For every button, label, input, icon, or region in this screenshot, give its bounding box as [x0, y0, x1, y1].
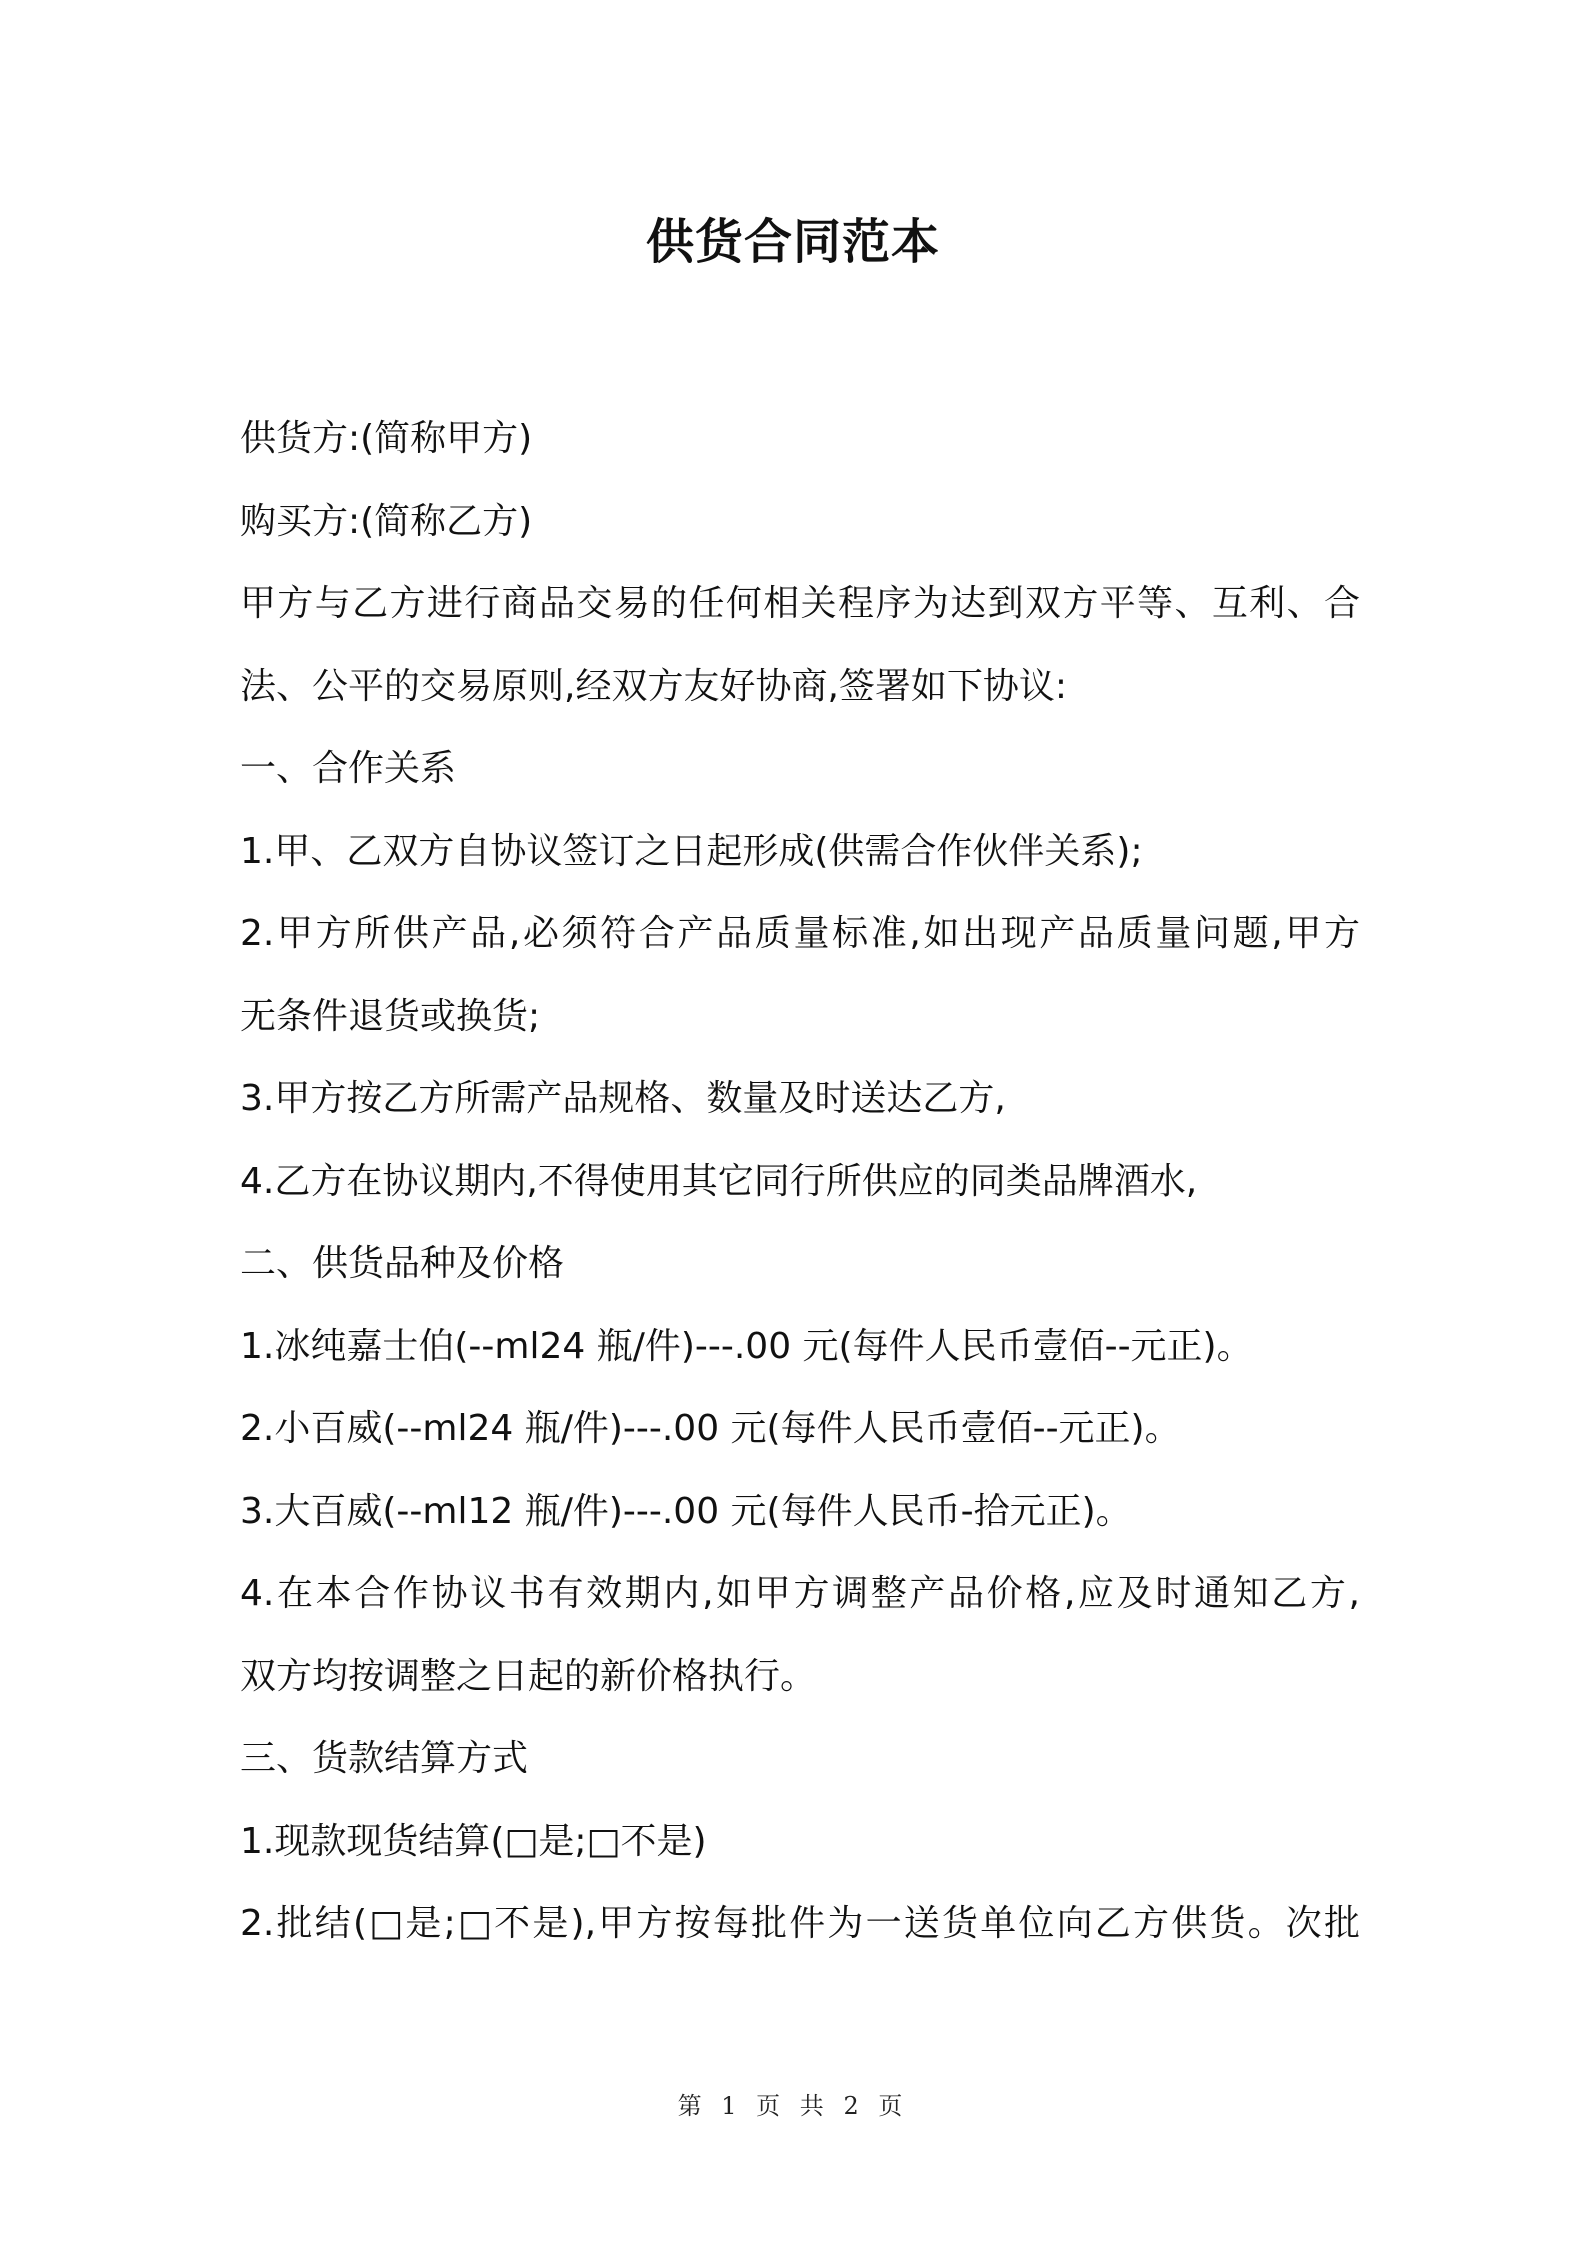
text-line: 一、合作关系: [240, 748, 457, 789]
text-line: 2.甲方所供产品,必须符合产品质量标准,如出现产品质量问题,甲方: [240, 913, 1360, 954]
text-line: 2.小百威(--ml24 瓶/件)---.00 元(每件人民币壹佰--元正)。: [240, 1408, 1181, 1449]
text-line: 4.在本合作协议书有效期内,如甲方调整产品价格,应及时通知乙方,: [240, 1573, 1360, 1614]
text-line: 1.冰纯嘉士伯(--ml24 瓶/件)---.00 元(每件人民币壹佰--元正)。: [240, 1325, 1253, 1367]
text-line: 1.现款现货结算(□是;□不是): [240, 1820, 707, 1862]
text-line: 法、公平的交易原则,经双方友好协商,签署如下协议:: [240, 665, 1068, 707]
text-line: 甲方与乙方进行商品交易的任何相关程序为达到双方平等、互利、合: [240, 583, 1360, 624]
text-line: 三、货款结算方式: [240, 1738, 529, 1779]
text-line: 无条件退货或换货;: [240, 995, 541, 1037]
text-line: 4.乙方在协议期内,不得使用其它同行所供应的同类品牌酒水,: [240, 1160, 1198, 1202]
text-line: 供货方:(简称甲方): [240, 418, 533, 459]
page-footer: 第 1 页 共 2 页: [677, 2092, 909, 2120]
text-line: 3.甲方按乙方所需产品规格、数量及时送达乙方,: [240, 1078, 1006, 1119]
text-line: 二、供货品种及价格: [240, 1243, 565, 1284]
text-line: 购买方:(简称乙方): [240, 500, 533, 542]
text-line: 1.甲、乙双方自协议签订之日起形成(供需合作伙伴关系);: [240, 830, 1143, 872]
text-line: 3.大百威(--ml12 瓶/件)---.00 元(每件人民币-拾元正)。: [240, 1490, 1132, 1532]
text-line: 2.批结(□是;□不是),甲方按每批件为一送货单位向乙方供货。次批: [240, 1903, 1360, 1944]
document-title: 供货合同范本: [645, 214, 940, 270]
document-body: [240, 398, 1360, 1966]
text-line: 双方均按调整之日起的新价格执行。: [240, 1655, 817, 1697]
